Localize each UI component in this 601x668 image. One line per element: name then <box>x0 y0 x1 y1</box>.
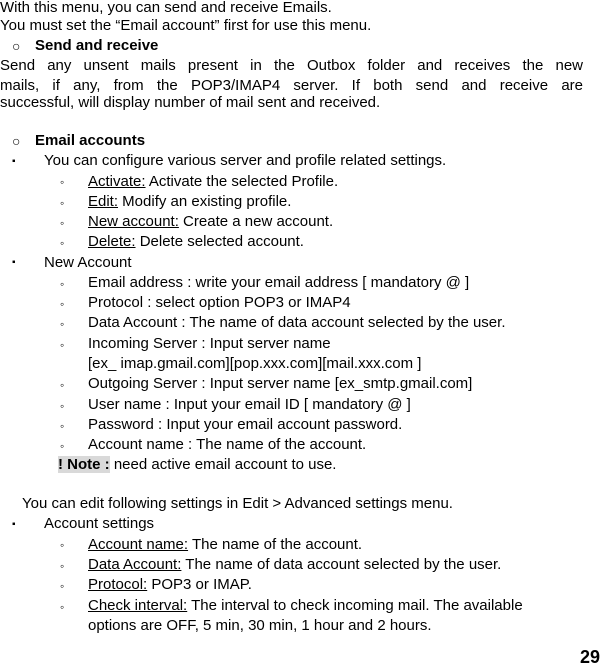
sub-bullet-icon: ◦ <box>60 216 65 230</box>
sub-bullet-icon: ◦ <box>60 399 65 413</box>
intro-line-2: You must set the “Email account” first for use this menu. <box>0 17 372 34</box>
new-account-incoming-2: [ex_ imap.gmail.com][pop.xxx.com][mail.xxx.com ] <box>88 355 422 372</box>
setting-check-interval-cont: options are OFF, 5 min, 30 min, 1 hour and 2 hours. <box>88 617 432 634</box>
account-settings-heading: Account settings <box>44 515 155 532</box>
new-account-heading: New Account <box>44 254 132 271</box>
sub-bullet-icon: ◦ <box>60 196 65 210</box>
new-account-protocol: Protocol : select option POP3 or IMAP4 <box>88 294 351 311</box>
sub-bullet-icon: ◦ <box>60 559 65 573</box>
sub-bullet-icon: ◦ <box>60 378 65 392</box>
intro-line-1: With this menu, you can send and receive Emails. <box>0 0 332 16</box>
sub-bullet-icon: ◦ <box>60 297 65 311</box>
new-account-outgoing: Outgoing Server : Input server name [ex_smtp.gmail.com] <box>88 375 473 392</box>
sub-bullet-icon: ◦ <box>60 236 65 250</box>
new-account-user: User name : Input your email ID [ mandatory @ ] <box>88 396 411 413</box>
new-account-incoming-1: Incoming Server : Input server name <box>88 335 331 352</box>
option-activate: Activate: Activate the selected Profile. <box>88 173 339 190</box>
option-new-account: New account: Create a new account. <box>88 213 334 230</box>
circle-bullet-icon: ○ <box>12 133 21 149</box>
sub-bullet-icon: ◦ <box>60 538 65 552</box>
sub-bullet-icon: ◦ <box>60 439 65 453</box>
sub-bullet-icon: ◦ <box>60 277 65 291</box>
configure-text: You can configure various server and profile related settings. <box>44 152 447 169</box>
sub-bullet-icon: ◦ <box>60 419 65 433</box>
option-edit: Edit: Modify an existing profile. <box>88 193 292 210</box>
advanced-intro: You can edit following settings in Edit > Advanced settings menu. <box>22 495 453 512</box>
setting-data-account: Data Account: The name of data account selected by the user. <box>88 556 502 573</box>
setting-protocol: Protocol: POP3 or IMAP. <box>88 576 252 593</box>
circle-bullet-icon: ○ <box>12 38 21 54</box>
send-receive-para-3: successful, will display number of mail sent and received. <box>0 94 381 111</box>
new-account-email: Email address : write your email address [ mandatory @ ] <box>88 274 470 291</box>
square-bullet-icon: ▪ <box>12 156 16 167</box>
email-accounts-heading: Email accounts <box>35 132 146 149</box>
sub-bullet-icon: ◦ <box>60 317 65 331</box>
note: ! Note : need active email account to use. <box>58 456 337 473</box>
send-receive-para-1: Send any unsent mails present in the Outbox folder and receives the new <box>0 57 583 74</box>
sub-bullet-icon: ◦ <box>60 600 65 614</box>
square-bullet-icon: ▪ <box>12 519 16 530</box>
setting-account-name: Account name: The name of the account. <box>88 536 363 553</box>
new-account-account-name: Account name : The name of the account. <box>88 436 367 453</box>
send-receive-para-2: mails, if any, from the POP3/IMAP4 server. If both send and receive are <box>0 77 583 94</box>
sub-bullet-icon: ◦ <box>60 338 65 352</box>
sub-bullet-icon: ◦ <box>60 175 65 189</box>
send-receive-heading: Send and receive <box>35 37 159 54</box>
new-account-password: Password : Input your email account password. <box>88 416 403 433</box>
page-number: 29 <box>579 647 600 667</box>
sub-bullet-icon: ◦ <box>60 579 65 593</box>
note-label: ! Note : <box>58 456 110 473</box>
setting-check-interval: Check interval: The interval to check incoming mail. The available <box>88 597 523 614</box>
new-account-data-account: Data Account : The name of data account selected by the user. <box>88 314 506 331</box>
square-bullet-icon: ▪ <box>12 257 16 268</box>
option-delete: Delete: Delete selected account. <box>88 233 304 250</box>
